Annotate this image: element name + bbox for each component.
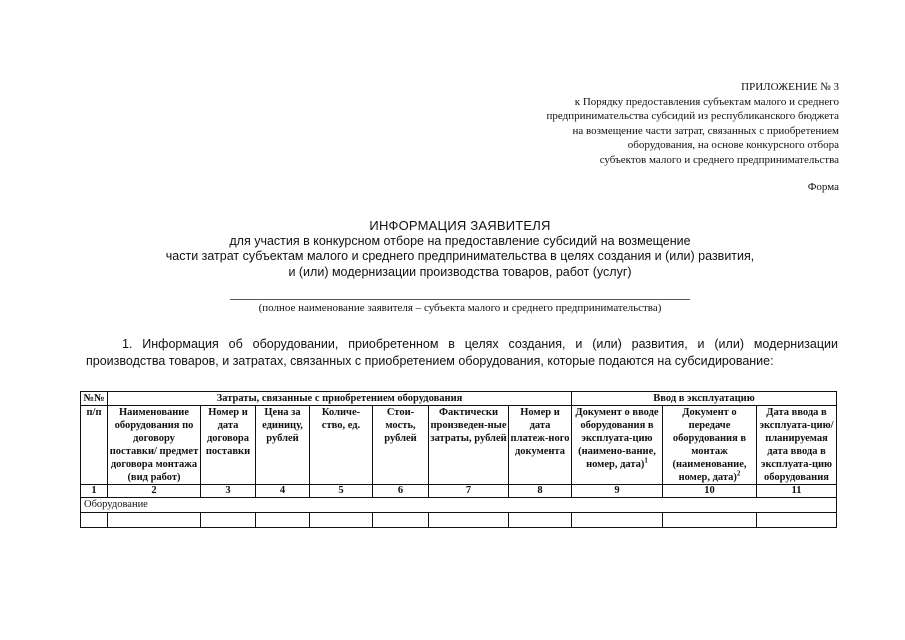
appendix-line: предпринимательства субсидий из республиканского бюджета: [546, 110, 839, 122]
column-number: 2: [108, 485, 201, 498]
document-title: [0, 218, 905, 280]
applicant-name-line[interactable]: [230, 299, 690, 300]
equipment-table: [80, 391, 837, 528]
appendix-line: к Порядку предоставления субъектам малого и среднего: [574, 95, 839, 108]
col-actual-costs: Фактически произведен-ные затраты, рублей: [429, 406, 509, 485]
col-installation-doc: [663, 406, 757, 485]
table-row: [81, 513, 837, 528]
column-number: 6: [373, 485, 429, 498]
col-commission-doc: [572, 406, 663, 485]
appendix-line: на возмещение части затрат, связанных с приобретением: [572, 124, 839, 137]
column-numbers-row: [81, 485, 837, 498]
col-payment-doc: Номер и дата платеж-ного документа: [509, 406, 572, 485]
table-cell[interactable]: [201, 513, 256, 528]
applicant-caption: (полное наименование заявителя – субъекта малого и среднего предпринимательства): [258, 302, 662, 314]
column-number: 1: [81, 485, 108, 498]
col-commission-date: Дата ввода в эксплуата-цию/ планируемая дата ввода в эксплуата-цию оборудования: [757, 406, 837, 485]
intro-paragraph: [86, 336, 838, 370]
form-label: Форма: [807, 181, 839, 193]
table-cell[interactable]: [757, 513, 837, 528]
appendix-line: субъектов малого и среднего предпринимательства: [599, 153, 839, 166]
title-line: для участия в конкурсном отборе на предоставление субсидий на возмещение: [229, 233, 691, 248]
table-cell[interactable]: [663, 513, 757, 528]
footnote-1: 1: [644, 456, 648, 465]
col-contract: Номер и дата договора поставки: [201, 406, 256, 485]
column-number: 3: [201, 485, 256, 498]
appendix-line: оборудования, на основе конкурсного отбора: [627, 139, 839, 151]
col-cost: Стои-мость, рублей: [373, 406, 429, 485]
appendix-number: ПРИЛОЖЕНИЕ № 3: [741, 81, 839, 93]
column-number: 11: [757, 485, 837, 498]
col-installation-doc-text: Документ о передаче оборудования в монтаж (наименование, номер, дата): [672, 407, 747, 483]
title-line: части затрат субъектам малого и среднего предпринимательства в целях создания и (или) развития,: [165, 249, 755, 263]
intro-line-2: производства товаров, и затратах, связанных с приобретением оборудования, которые подаются на субсидирование:: [86, 354, 774, 368]
section-label: Оборудование: [81, 498, 837, 513]
col-unit-price: Цена за единицу, рублей: [256, 406, 310, 485]
table-cell[interactable]: [509, 513, 572, 528]
intro-line-1: 1. Информация об оборудовании, приобретенном в целях создания, и (или) развития, и (или) модернизации: [122, 337, 838, 351]
column-number: 5: [310, 485, 373, 498]
section-row: [81, 498, 837, 513]
col-number-sub: п/п: [81, 406, 108, 485]
col-commission-doc-text: Документ о вводе оборудования в эксплуата-цию (наимено-вание, номер, дата): [575, 407, 659, 470]
footnote-2: 2: [736, 469, 741, 478]
group-costs-header: Затраты, связанные с приобретением оборудования: [108, 392, 572, 406]
table-cell[interactable]: [429, 513, 509, 528]
table-cell[interactable]: [373, 513, 429, 528]
col-number-top: №№: [81, 392, 108, 406]
table-cell[interactable]: [572, 513, 663, 528]
column-number: 10: [663, 485, 757, 498]
table-cell[interactable]: [310, 513, 373, 528]
table-cell[interactable]: [81, 513, 108, 528]
table-cell[interactable]: [256, 513, 310, 528]
col-equipment-name: Наименование оборудования по договору поставки/ предмет договора монтажа (вид работ): [108, 406, 201, 485]
title-line: и (или) модернизации производства товаров, работ (услуг): [288, 264, 632, 279]
title-main: ИНФОРМАЦИЯ ЗАЯВИТЕЛЯ: [369, 218, 551, 233]
column-number: 8: [509, 485, 572, 498]
col-quantity: Количе-ство, ед.: [310, 406, 373, 485]
column-number: 7: [429, 485, 509, 498]
column-number: 4: [256, 485, 310, 498]
appendix-header: [547, 80, 839, 167]
table-cell[interactable]: [108, 513, 201, 528]
group-commission-header: Ввод в эксплуатацию: [572, 392, 837, 406]
column-number: 9: [572, 485, 663, 498]
